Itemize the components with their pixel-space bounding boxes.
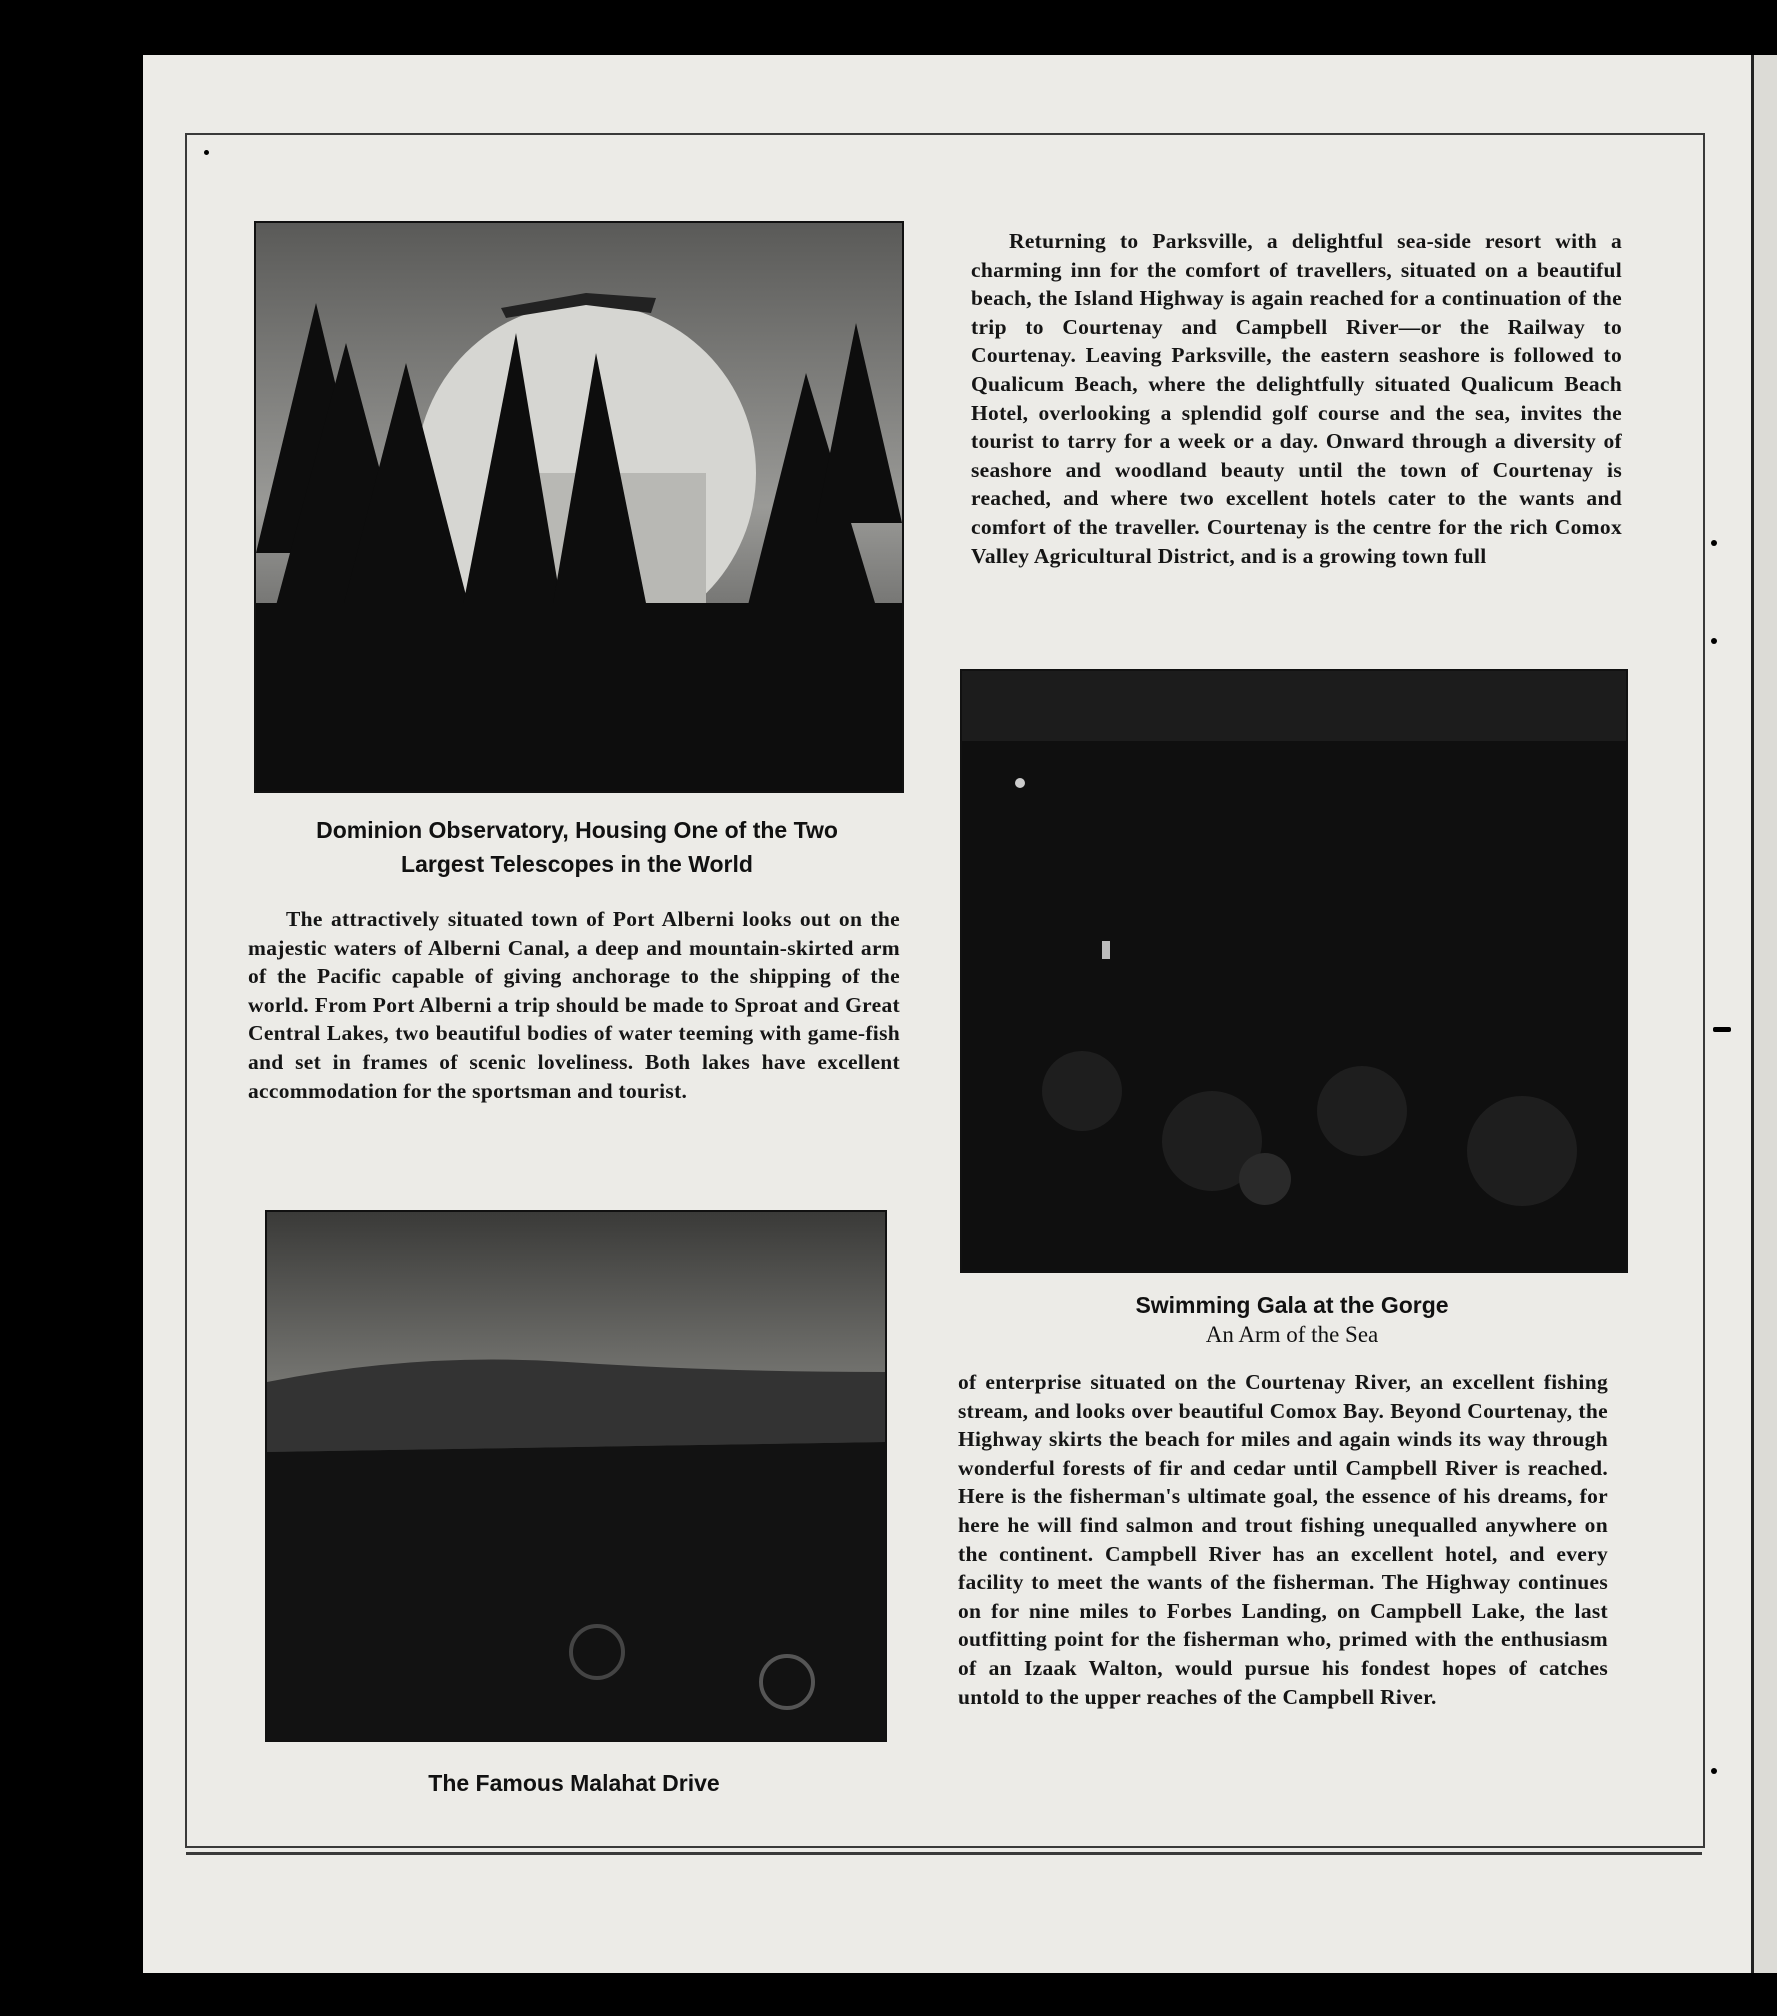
swimming-gala-caption <box>960 1290 1624 1350</box>
observatory-caption-line1: Dominion Observatory, Housing One of the Two <box>316 817 838 843</box>
malahat-drive-photo <box>265 1210 887 1742</box>
margin-speck <box>1711 540 1717 546</box>
observatory-caption <box>254 813 900 881</box>
port-alberni-paragraph: The attractively situated town of Port Alberni looks out on the majestic waters of Alberni Canal, a deep and mountain-skirted arm of the Pacific capable of giving anchorage to the shipping of the world. From Port Alberni a trip should be made to Sproat and Great Central Lakes, two beautiful bodies of water teeming with game-fish and set in frames of scenic loveliness. Both lakes have excellent accommodation for the sportsman and tourist. <box>248 907 900 1103</box>
bottom-rule <box>186 1852 1702 1855</box>
swimming-gala-subtitle: An Arm of the Sea <box>1205 1322 1379 1347</box>
observatory-photo <box>254 221 904 793</box>
parksville-paragraph: Returning to Parksville, a delightful sea-side resort with a charming inn for the comfort of travellers, situated on a beautiful beach, the Island Highway is again reached for a continuation of the trip to Courtenay and Campbell River—or the Railway to Courtenay. Leaving Parksville, the eastern seashore is followed to Qualicum Beach, where the delightfully situated Qualicum Beach Hotel, overlooking a splendid golf course and the sea, invites the tourist to tarry for a week or a day. Onward through a diversity of seashore and woodland beauty until the town of Courtenay is reached, and where two excellent hotels cater to the wants and comfort of the traveller. Courtenay is the centre for the rich Comox Valley Agricultural District, and is a growing town full <box>971 229 1622 568</box>
margin-speck <box>1711 1768 1717 1774</box>
margin-speck <box>1713 1027 1731 1032</box>
margin-speck <box>1711 638 1717 644</box>
swimming-gala-title: Swimming Gala at the Gorge <box>1135 1292 1449 1318</box>
malahat-caption: The Famous Malahat Drive <box>428 1770 720 1796</box>
courtenay-paragraph: of enterprise situated on the Courtenay River, an excellent fishing stream, and looks over beautiful Comox Bay. Beyond Courtenay, the Highway skirts the beach for miles and again winds its way through wonderful forests of fir and cedar until Campbell River is reached. Here is the fisherman's ultimate goal, the essence of his dreams, for here he will find salmon and trout fishing unequalled anywhere on the continent. Campbell River has an excellent hotel, and every facility to meet the wants of the fisherman. The Highway continues on for nine miles to Forbes Landing, on Campbell Lake, the last outfitting point for the fisherman who, primed with the enthusiasm of an Izaak Walton, would pursue his fondest hopes of catches untold to the upper reaches of the Campbell River. <box>958 1370 1608 1709</box>
facing-page-edge <box>1751 55 1777 1973</box>
margin-speck <box>204 150 209 155</box>
observatory-caption-line2: Largest Telescopes in the World <box>401 851 753 877</box>
swimming-gala-photo <box>960 669 1628 1273</box>
